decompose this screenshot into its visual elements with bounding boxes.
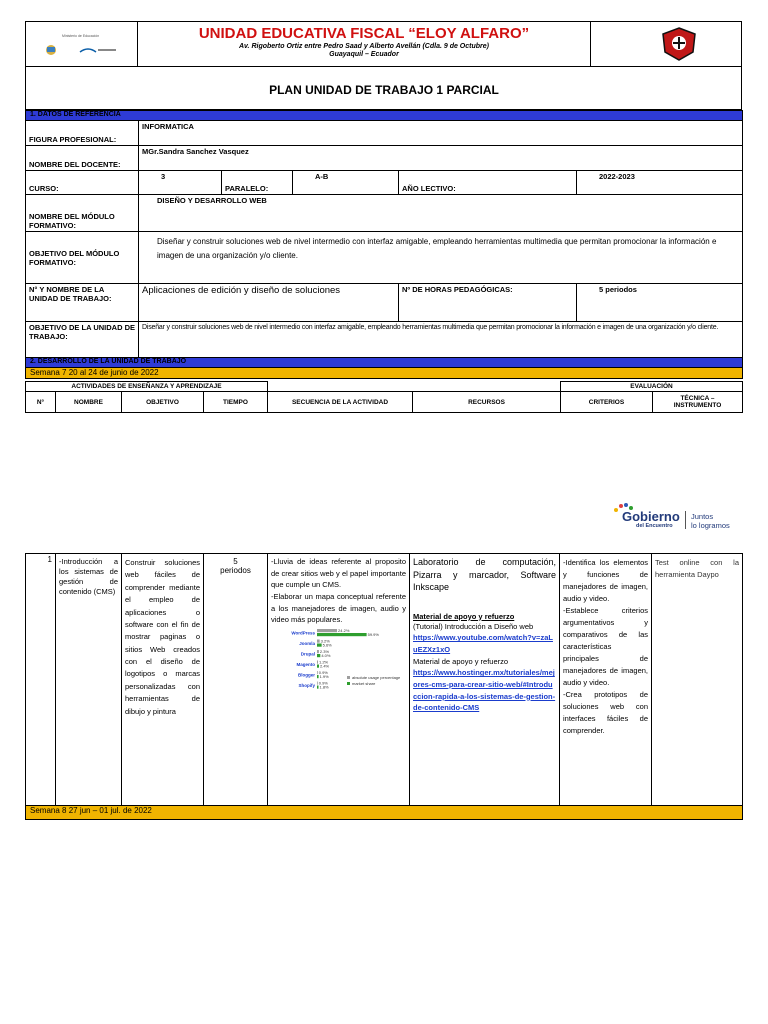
col-nombre: NOMBRE [56, 392, 122, 413]
tiempo-num: 5 [233, 557, 238, 566]
chart-category-label: WordPress [291, 630, 315, 636]
col-tiempo: TIEMPO [204, 392, 268, 413]
school-city: Guayaquil – Ecuador [329, 51, 399, 58]
section2-header: 2. DESARROLLO DE LA UNIDAD DE TRABAJO [26, 358, 743, 368]
activities-header-table [25, 381, 743, 413]
activity-secuencia: -Lluvia de ideas referente al proposito de crear sitios web y el papel importante que cumple un CMS. -Elaborar un mapa conceptual referente a los manejadores de imagen, audio y video más populares. [271, 557, 406, 625]
activity-nombre: -Introducción a los sistemas de gestión de contenido (CMS) [56, 554, 122, 806]
school-address: Av. Rigoberto Ortiz entre Pedro Saad y Alberto Avellán (Cdla. 9 de Octubre) [239, 43, 489, 50]
unidad-value: Aplicaciones de edición y diseño de soluciones [139, 284, 399, 322]
chart-bar [317, 629, 337, 632]
obj-unidad-value: Diseñar y construir soluciones web de nivel intermedio con interfaz amigable, empleando herramientas multimedia que permitan promocionar la información e imagen de una organización y/o cliente. [139, 322, 743, 358]
material-title: Material de apoyo y refuerzo [413, 611, 515, 621]
plan-title: PLAN UNIDAD DE TRABAJO 1 PARCIAL [269, 83, 499, 97]
week8-bar: Semana 8 27 jun – 01 jul. de 2022 [26, 806, 743, 820]
modulo-label: NOMBRE DEL MÓDULO FORMATIVO: [26, 195, 139, 232]
anio-value: 2022-2023 [577, 171, 743, 195]
paralelo-value: A-B [293, 171, 399, 195]
chart-value-label: 1.8% [319, 684, 329, 690]
paralelo-label: PARALELO: [222, 171, 293, 195]
chart-bar [317, 675, 319, 678]
table-row [26, 554, 743, 806]
chart-value-label: 59.9% [367, 631, 379, 637]
curso-value: 3 [139, 171, 222, 195]
col-recursos: RECURSOS [413, 392, 561, 413]
cms-usage-chart [271, 627, 407, 707]
unidad-label: N° Y NOMBRE DE LA UNIDAD DE TRABAJO: [26, 284, 139, 322]
curso-label: CURSO: [26, 171, 139, 195]
chart-category-label: Blogger [297, 672, 315, 678]
horas-label: Nº DE HORAS PEDAGÓGICAS: [399, 284, 577, 322]
chart-legend-label: absolute usage percentage [352, 674, 401, 680]
ministry-logo [26, 22, 138, 66]
chart-bar [317, 639, 320, 642]
school-name: UNIDAD EDUCATIVA FISCAL “ELOY ALFARO” [198, 25, 530, 42]
chart-bar [317, 654, 320, 657]
material-2-link[interactable]: https://www.hostinger.mx/tutoriales/mejores-cms-para-crear-sitio-web/#Introduccion-rapida-a-los-sistemas-de-gestion-de-contenido-CMS [413, 668, 556, 713]
ministry-logo-text: Ministerio de Educación [62, 34, 100, 38]
figura-value: INFORMATICA [139, 121, 743, 146]
chart-bar [317, 660, 318, 663]
chart-value-label: 1.9% [319, 673, 329, 679]
activity-objetivo: Construir soluciones web fáciles de comprender mediante el empleo de aplicaciones o software con el fin de mostrar paginas o sitios Web creados con el diseño de logotipos o marcas personalizadas con herramientas de dibujo y pintura [122, 554, 204, 806]
chart-value-label: 2.4% [319, 663, 330, 669]
chart-bar [317, 681, 318, 684]
chart-value-label: 5.6% [322, 642, 332, 648]
week7-bar: Semana 7 20 al 24 de junio de 2022 [26, 368, 743, 379]
chart-value-label: 2.3% [319, 648, 330, 654]
recursos-main: Laboratorio de computación, Pizarra y marcador, Software Inkscape [413, 557, 556, 593]
gobierno-slogan1: Juntos [691, 512, 714, 521]
col-objetivo: OBJETIVO [122, 392, 204, 413]
activity-no: 1 [26, 554, 56, 806]
chart-value-label: 4.0% [321, 652, 331, 658]
chart-category-label: Drupal [300, 651, 315, 657]
tiempo-unit: periodos [220, 566, 251, 575]
evaluation-header: EVALUACIÓN [561, 382, 743, 392]
activity-table [25, 553, 743, 820]
gobierno-logo [606, 502, 746, 532]
col-tecnica: TÉCNICA – INSTRUMENTO [653, 392, 743, 413]
chart-bar [317, 685, 318, 688]
obj-unidad-label: OBJETIVO DE LA UNIDAD DE TRABAJO: [26, 322, 139, 358]
activity-recursos-cell [410, 554, 560, 806]
chart-value-label: 1.2% [318, 659, 329, 665]
chart-value-label: 0.9% [318, 680, 328, 686]
modulo-value: DISEÑO Y DESARROLLO WEB [139, 195, 743, 232]
chart-value-label: 24.2% [338, 627, 350, 633]
chart-bar [317, 633, 367, 636]
docente-value: MGr.Sandra Sanchez Vasquez [139, 146, 743, 171]
gobierno-slogan2: lo logramos [691, 521, 730, 530]
activity-criterios: -Identifica los elementos y funciones de manejadores de imagen, audio y video. -Establece criterios argumentativos y comparativos de las características principales de manejadores de imagen, audio y video. -Crea prototipos de soluciones web con interfaces fáciles de comprender. [560, 554, 652, 806]
horas-value: 5 periodos [577, 284, 743, 322]
header-box [25, 21, 742, 110]
chart-bar [317, 671, 318, 674]
gobierno-line2: del Encuentro [636, 523, 673, 529]
obj-modulo-label: OBJETIVO DEL MÓDULO FORMATIVO: [26, 232, 139, 284]
chart-category-label: Joomla [299, 640, 315, 646]
chart-category-label: Magento [296, 661, 315, 667]
activity-tiempo [204, 554, 268, 806]
chart-bar [317, 664, 319, 667]
figura-label: FIGURA PROFESIONAL: [26, 121, 139, 146]
col-criterios: CRITERIOS [561, 392, 653, 413]
activities-header: ACTIVIDADES DE ENSEÑANZA Y APRENDIZAJE [26, 382, 268, 392]
material-1-desc: (Tutorial) Introducción a Diseño web [413, 621, 534, 631]
obj-modulo-value: Diseñar y construir soluciones web de nivel intermedio con interfaz amigable, empleando herramientas multimedia que permitan promocionar la información e imagen de una organización y/o cliente. [139, 232, 743, 284]
activity-secuencia-cell [268, 554, 410, 806]
activity-tecnica: Test online con la herramienta Daypo [652, 554, 743, 806]
docente-label: NOMBRE DEL DOCENTE: [26, 146, 139, 171]
material-2-title: Material de apoyo y refuerzo [413, 656, 509, 666]
chart-legend-swatch [347, 676, 350, 679]
chart-value-label: 3.2% [320, 638, 330, 644]
ecuador-coat-of-arms-icon [44, 44, 58, 56]
reference-data-table [25, 110, 743, 379]
ministry-brand-icon [78, 46, 118, 56]
chart-value-label: 0.9% [318, 669, 328, 675]
material-1-link[interactable]: https://www.youtube.com/watch?v=zaLuEZXz1xO [413, 633, 553, 655]
school-crest-icon [659, 26, 699, 62]
chart-category-label: Shopify [298, 682, 315, 688]
school-logo [590, 22, 742, 66]
chart-legend-swatch [347, 682, 350, 685]
col-no: N° [26, 392, 56, 413]
section1-header: 1. DATOS DE REFERENCIA [26, 111, 743, 121]
chart-bar [317, 643, 322, 646]
gobierno-line1: Gobierno [622, 509, 680, 524]
chart-bar [317, 650, 319, 653]
anio-label: AÑO LECTIVO: [399, 171, 577, 195]
col-secuencia: SECUENCIA DE LA ACTIVIDAD [268, 392, 413, 413]
chart-legend-label: market share [352, 680, 376, 686]
